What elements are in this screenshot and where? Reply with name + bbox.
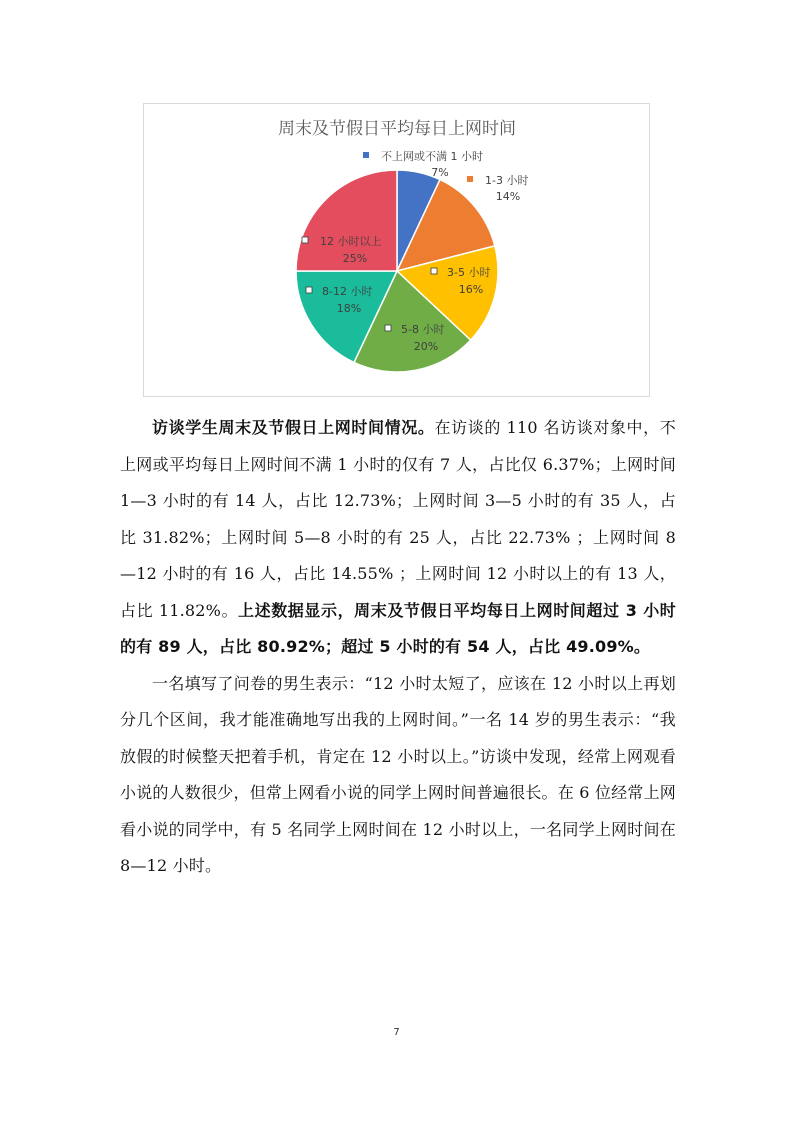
- pie-chart-frame: [143, 103, 650, 397]
- pie-chart: [144, 104, 651, 398]
- slice-percent-label: 14%: [495, 190, 521, 203]
- slice-category-label: 5-8 小时: [401, 323, 445, 336]
- paragraph-body: 在访谈的 110 名访谈对象中，不上网或平均每日上网时间不满 1 小时的仅有 7 人，占比仅 6.37%；上网时间 1—3 小时的有 14 人，占比 12.73%；上网时间 3—5 小时的有 35 人，占比 31.82%；上网时间 5—8 小时的有 25 人，占比 22.73% ；上网时间 8—12 小时的有 16 人，占比 14.55% ；上网时间 12 小时以上的有 13 人，占比 11.82%。: [120, 418, 676, 620]
- paragraph-lead: 访谈学生周末及节假日上网时间情况。: [152, 418, 435, 437]
- slice-percent-label: 16%: [458, 283, 484, 296]
- paragraph-emphasis: 上述数据显示，周末及节假日平均每日上网时间超过 3 小时的有 89 人，占比 80.92%；超过 5 小时的有 54 人，占比 49.09%。: [120, 600, 676, 656]
- slice-percent-label: 18%: [336, 302, 362, 315]
- body-text: [120, 410, 676, 885]
- legend-marker: [363, 152, 369, 158]
- legend-marker: [306, 287, 312, 293]
- legend-marker: [385, 325, 391, 331]
- slice-percent-label: 7%: [431, 166, 449, 179]
- chart-title: 周末及节假日平均每日上网时间: [278, 119, 516, 139]
- paragraph-1: [120, 410, 676, 666]
- legend-marker: [302, 237, 308, 243]
- slice-category-label: 3-5 小时: [447, 266, 491, 279]
- slice-percent-label: 20%: [413, 340, 439, 353]
- slice-category-label: 8-12 小时: [322, 285, 373, 298]
- slice-percent-label: 25%: [342, 252, 368, 265]
- page-number: 7: [393, 1027, 400, 1038]
- slice-category-label: 1-3 小时: [485, 174, 529, 187]
- legend-marker: [467, 176, 473, 182]
- legend-marker: [431, 268, 437, 274]
- slice-category-label: 12 小时以上: [320, 235, 382, 248]
- paragraph-2: 一名填写了问卷的男生表示：“12 小时太短了，应该在 12 小时以上再划分几个区间，我才能准确地写出我的上网时间。”一名 14 岁的男生表示：“我放假的时候整天把着手机，肯定在 12 小时以上。”访谈中发现，经常上网观看小说的人数很少，但常上网看小说的同学上网时间普遍很长。在 6 位经常上网看小说的同学中，有 5 名同学上网时间在 12 小时以上，一名同学上网时间在 8—12 小时。: [120, 673, 676, 875]
- slice-category-label: 不上网或不满 1 小时: [381, 150, 483, 163]
